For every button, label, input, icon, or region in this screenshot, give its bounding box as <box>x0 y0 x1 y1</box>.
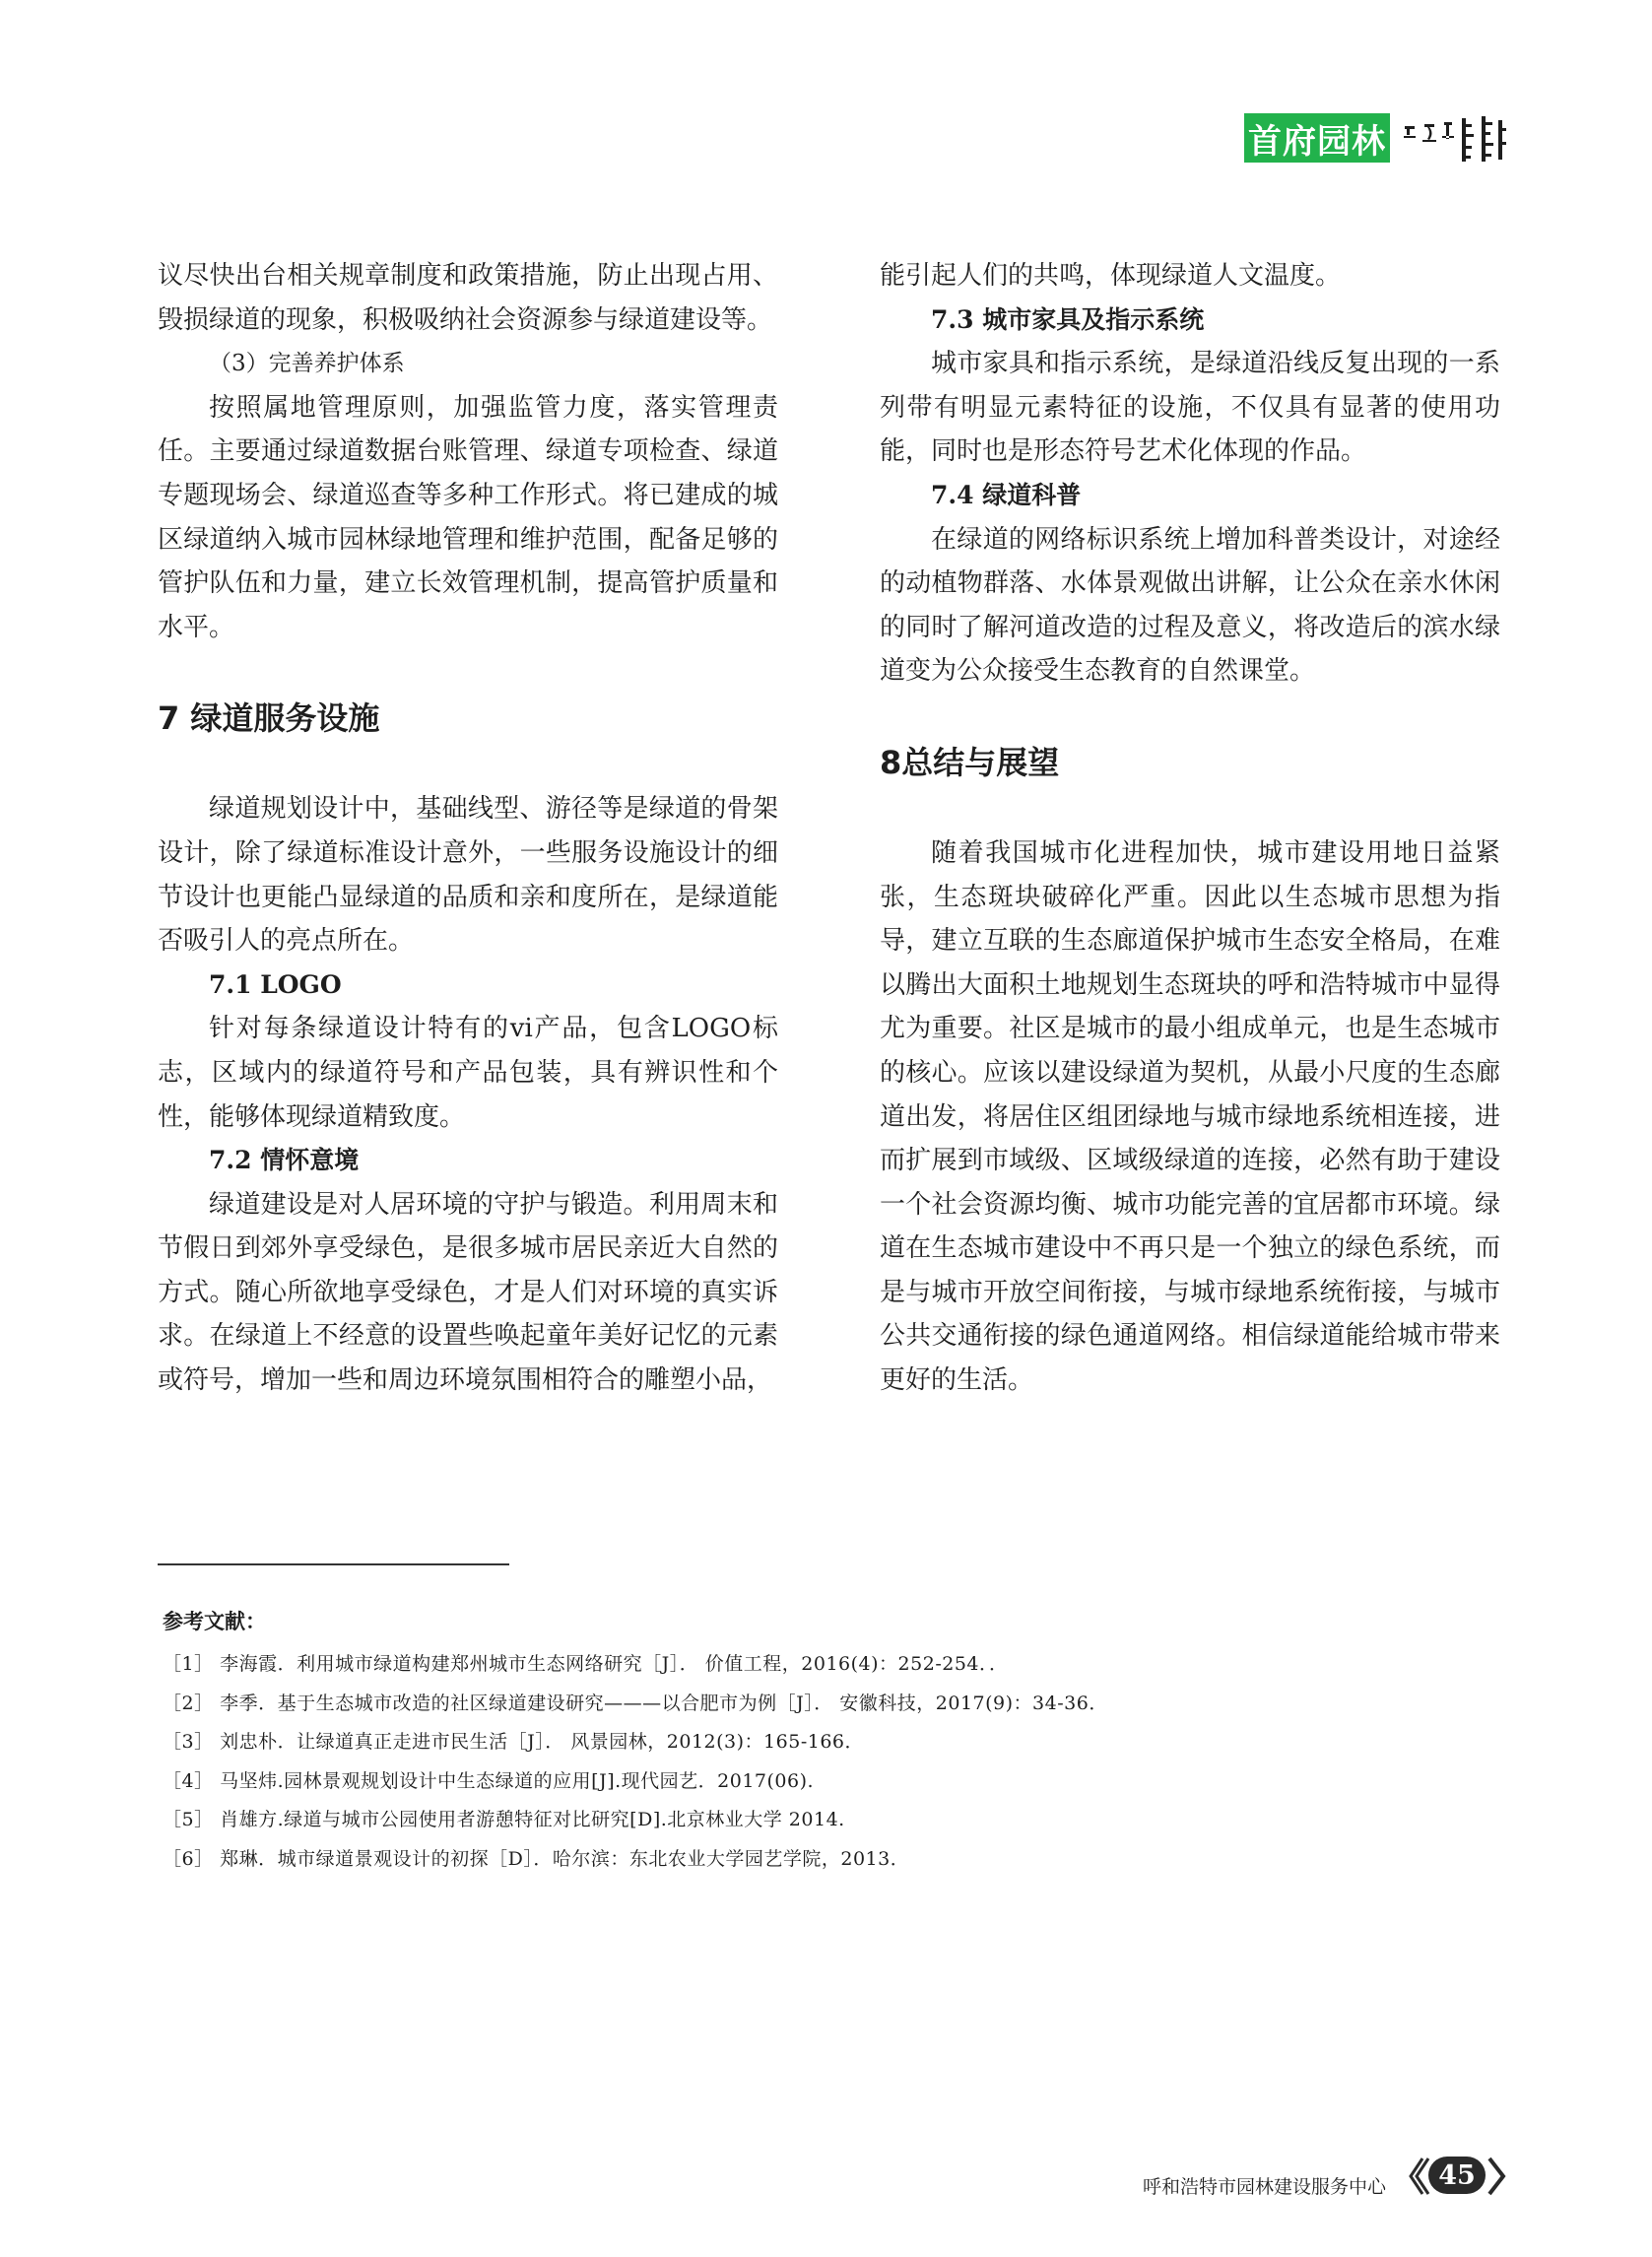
subsection-7-4-heading: 7.4 绿道科普 <box>931 480 1082 509</box>
body-paragraph: 能引起人们的共鸣，体现绿道人文温度。 <box>880 261 1342 291</box>
body-paragraph: 按照属地管理原则，加强监管力度，落实管理责任。主要通过绿道数据台账管理、绿道专项检查、绿道专题现场会、绿道巡查等多种工作形式。将已建成的城区绿道纳入城市园林绿地管理和维护范围，配备足够的管护队伍和力量，建立长效管理机制，提高管护质量和水平。 <box>158 392 778 642</box>
reference-item: ［4］ 马坚炜.园林景观规划设计中生态绿道的应用[J].现代园艺．2017(06). <box>163 1769 815 1792</box>
right-column <box>880 254 1500 1403</box>
body-paragraph: 绿道规划设计中，基础线型、游径等是绿道的骨架设计，除了绿道标准设计意外，一些服务设施设计的细节设计也更能凸显绿道的品质和亲和度所在，是绿道能否吸引人的亮点所在。 <box>158 794 778 957</box>
footnote-divider <box>158 1563 509 1565</box>
reference-item: ［2］ 李季．基于生态城市改造的社区绿道建设研究———以合肥市为例［J］． 安徽科技，2017(9)：34-36． <box>163 1692 1108 1714</box>
reference-item: ［1］ 李海霞．利用城市绿道构建郑州城市生态网络研究［J］． 价值工程，2016(4)：252-254．． <box>163 1653 1009 1675</box>
body-paragraph: 在绿道的网络标识系统上增加科普类设计，对途经的动植物群落、水体景观做出讲解，让公众在亲水休闲的同时了解河道改造的过程及意义，将改造后的滨水绿道变为公众接受生态教育的自然课堂。 <box>880 524 1500 687</box>
subsection-7-1-heading: 7.1 LOGO <box>209 969 342 999</box>
journal-logo <box>1244 113 1390 163</box>
page-number-badge <box>1409 2155 1507 2198</box>
footer-organization: 呼和浩特市园林建设服务中心 <box>1143 2176 1387 2198</box>
journal-logo-text: 首府园林 <box>1248 121 1386 162</box>
reference-item: ［6］ 郑琳．城市绿道景观设计的初探［D］．哈尔滨：东北农业大学园艺学院，2013． <box>163 1847 910 1870</box>
subsection-7-2-heading: 7.2 情怀意境 <box>209 1146 360 1175</box>
left-column <box>158 254 778 1403</box>
body-paragraph: 城市家具和指示系统，是绿道沿线反复出现的一系列带有明显元素特征的设施，不仅具有显著的使用功能，同时也是形态符号艺术化体现的作品。 <box>880 349 1500 467</box>
subheading-maintenance-system: （3）完善养护体系 <box>209 351 405 377</box>
references-section <box>163 1606 1443 1879</box>
section-8-heading: 8总结与展望 <box>880 743 1060 781</box>
mongolian-script-logo <box>1399 116 1507 164</box>
reference-item: ［5］ 肖雄方.绿道与城市公园使用者游憩特征对比研究[D].北京林业大学 2014. <box>163 1809 845 1830</box>
body-paragraph: 绿道建设是对人居环境的守护与锻造。利用周末和节假日到郊外享受绿色，是很多城市居民亲近大自然的方式。随心所欲地享受绿色，才是人们对环境的真实诉求。在绿道上不经意的设置些唤起童年美好记忆的元素或符号，增加一些和周边环境氛围相符合的雕塑小品， <box>158 1189 778 1396</box>
section-7-heading: 7 绿道服务设施 <box>158 699 380 738</box>
subsection-7-3-heading: 7.3 城市家具及指示系统 <box>931 304 1205 334</box>
page-number: 45 <box>1428 2157 1486 2194</box>
references-title: 参考文献： <box>163 1610 266 1633</box>
body-paragraph: 随着我国城市化进程加快，城市建设用地日益紧张，生态斑块破碎化严重。因此以生态城市思想为指导，建立互联的生态廊道保护城市生态安全格局，在难以腾出大面积土地规划生态斑块的呼和浩特城市中显得尤为重要。社区是城市的最小组成单元，也是生态城市的核心。应该以建设绿道为契机，从最小尺度的生态廊道出发，将居住区组团绿地与城市绿地系统相连接，进而扩展到市域级、区域级绿道的连接，必然有助于建设一个社会资源均衡、城市功能完善的宜居都市环境。绿道在生态城市建设中不再只是一个独立的绿色系统，而是与城市开放空间衔接，与城市绿地系统衔接，与城市公共交通衔接的绿色通道网络。相信绿道能给城市带来更好的生活。 <box>880 837 1500 1396</box>
body-paragraph: 针对每条绿道设计特有的vi产品，包含LOGO标志，区域内的绿道符号和产品包装，具有辨识性和个性，能够体现绿道精致度。 <box>158 1014 778 1132</box>
body-paragraph: 议尽快出台相关规章制度和政策措施，防止出现占用、毁损绿道的现象，积极吸纳社会资源参与绿道建设等。 <box>158 261 778 335</box>
reference-item: ［3］ 刘忠朴．让绿道真正走进市民生活［J］． 风景园林，2012(3)：165-166． <box>163 1731 865 1753</box>
